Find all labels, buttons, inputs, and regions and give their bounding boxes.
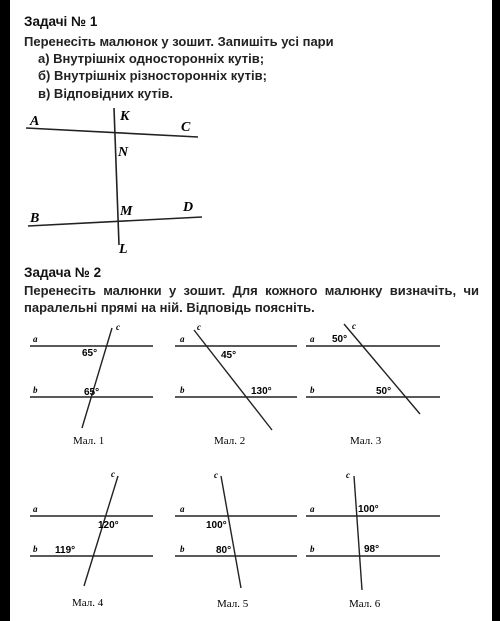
label-task2-figures-1-angle_top: 45° (221, 350, 237, 361)
label-task2-figures-4-b: b (180, 544, 185, 554)
label-d: D (183, 200, 194, 215)
label-task2-figures-2-b: b (310, 385, 315, 395)
label-k: K (120, 109, 130, 124)
label-task2-figures-1-a: a (180, 334, 185, 344)
label-c: C (181, 120, 191, 135)
caption-fig5: Мал. 5 (217, 598, 249, 610)
task2-text-line1: Перенесіть малюнки у зошит. Для кожного малюнку визначіть, чи (24, 283, 479, 298)
label-task2-figures-5-a: a (310, 504, 315, 514)
label-task2-figures-4-c: c (214, 470, 218, 480)
label-n: N (118, 145, 129, 160)
label-task2-figures-3-a: a (33, 504, 38, 514)
label-task2-figures-0-angle_bottom: 65° (84, 387, 100, 398)
label-task2-figures-0-c: c (116, 322, 120, 332)
task1-item-b: б) Внутрішніх різносторонніх кутів; (38, 68, 267, 83)
label-task2-figures-2-a: a (310, 334, 315, 344)
label-task2-figures-0-a: a (33, 334, 38, 344)
caption-fig3: Мал. 3 (350, 435, 382, 447)
label-task2-figures-2-angle_bottom: 50° (376, 386, 392, 397)
label-b: B (30, 211, 40, 226)
label-l: L (119, 242, 128, 257)
label-task2-figures-1-c: c (197, 322, 201, 332)
task1-item-c: в) Відповідних кутів. (38, 86, 173, 101)
caption-fig4: Мал. 4 (72, 597, 104, 609)
task2-title: Задача № 2 (24, 265, 102, 280)
label-task2-figures-1-b: b (180, 385, 185, 395)
worksheet-page (10, 0, 492, 621)
task1-item-a: а) Внутрішніх односторонніх кутів; (38, 51, 265, 66)
label-task2-figures-3-c: c (111, 469, 115, 479)
label-task2-figures-5-angle_bottom: 98° (364, 544, 380, 555)
label-task2-figures-5-b: b (310, 544, 315, 554)
line-bd (28, 217, 202, 226)
label-task2-figures-2-angle_top: 50° (332, 334, 348, 345)
label-task2-figures-2-c: c (352, 321, 356, 331)
task1-title: Задачі № 1 (24, 14, 98, 29)
label-task2-figures-4-angle_bottom: 80° (216, 545, 232, 556)
label-task2-figures-5-c: c (346, 470, 350, 480)
caption-fig2: Мал. 2 (214, 435, 246, 447)
caption-fig6: Мал. 6 (349, 598, 381, 610)
caption-fig1: Мал. 1 (73, 435, 105, 447)
line-ac (26, 128, 198, 137)
label-task2-figures-0-angle_top: 65° (82, 348, 98, 359)
label-task2-figures-3-b: b (33, 544, 38, 554)
label-task2-figures-1-angle_bottom: 130° (251, 386, 272, 397)
label-task2-figures-4-a: a (180, 504, 185, 514)
label-m: M (120, 204, 133, 219)
task1-intro: Перенесіть малюнок у зошит. Запишіть усі пари (24, 34, 334, 49)
label-task2-figures-4-angle_top: 100° (206, 520, 227, 531)
label-task2-figures-3-angle_bottom: 119° (55, 545, 76, 556)
label-task2-figures-5-angle_top: 100° (358, 504, 379, 515)
label-task2-figures-3-angle_top: 120° (98, 520, 119, 531)
label-a: A (30, 114, 40, 129)
line-kl (114, 108, 119, 245)
task2-text-line2: паралельні прямі на ній. Відповідь поясніть. (24, 300, 315, 315)
label-task2-figures-0-b: b (33, 385, 38, 395)
